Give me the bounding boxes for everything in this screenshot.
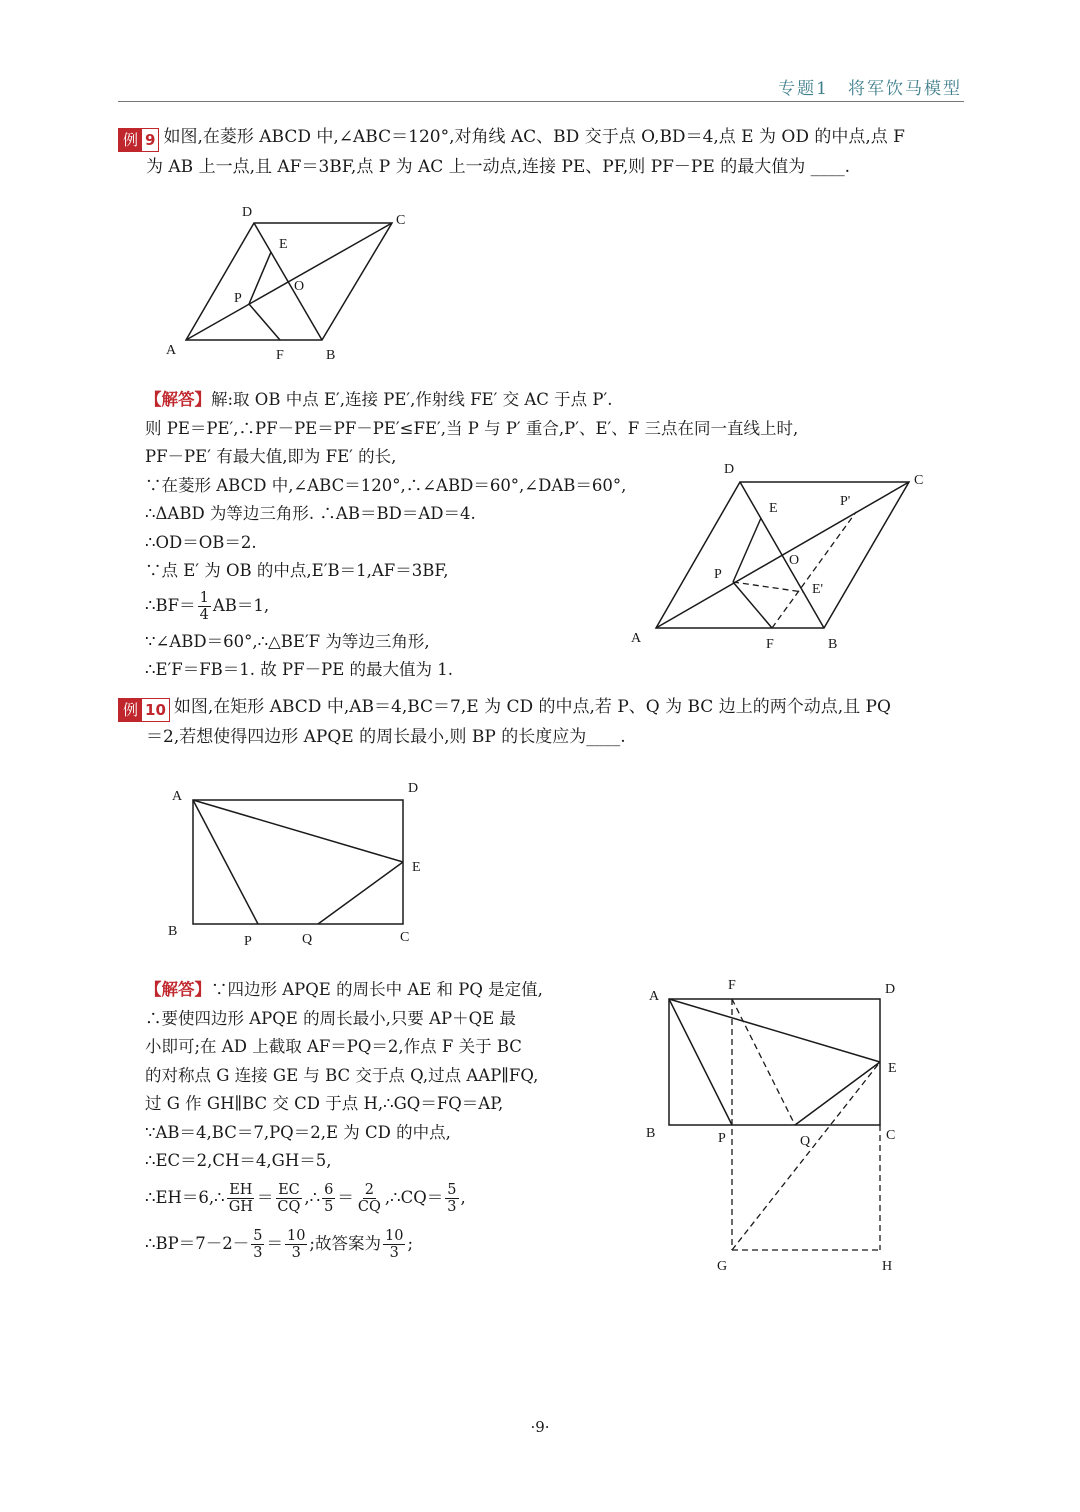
badge-label: 例 <box>119 129 142 151</box>
badge-number: 9 <box>142 129 158 151</box>
page-number: ·9· <box>530 1418 550 1436</box>
solution-line: ∴E′F＝FB＝1. 故 PF－PE 的最大值为 1. <box>145 660 453 679</box>
label-a: A <box>649 989 660 1004</box>
segment-ge <box>732 1062 880 1250</box>
frac-prefix: ∴BF＝ <box>145 596 196 616</box>
solution-line: ∴OD＝OB＝2. <box>145 532 257 552</box>
solution-line: 过 G 作 GH∥BC 交 CD 于点 H,∴GQ＝FQ＝AP, <box>145 1094 504 1113</box>
fraction: $\frac{10}{3}$ <box>286 1228 306 1261</box>
label-d: D <box>885 982 896 997</box>
label-c: C <box>886 1128 896 1143</box>
label-g: G <box>717 1259 728 1274</box>
label-h: H <box>882 1259 893 1274</box>
fraction: $\frac{2}{CQ}$ <box>357 1182 381 1215</box>
label-e: E <box>769 501 778 516</box>
header-rule <box>118 101 964 102</box>
question-text: 如图,在矩形 ABCD 中,AB＝4,BC＝7,E 为 CD 的中点,若 P、Q 为 BC 边上的两个动点,且 PQ <box>173 697 891 717</box>
label-c: C <box>396 213 406 228</box>
equation-line-1: ∴EH＝6,∴ $\frac{EH}{GH}$ ＝ $\frac{EC}{CQ}$ ,∴ $\frac{6}{5}$ ＝ $\frac{2}{CQ}$ ,∴CQ＝ $\frac{5}{3}$ , <box>145 1182 466 1215</box>
segment-ap <box>669 999 732 1125</box>
label-a: A <box>166 343 177 358</box>
example-9-line-2: 为 AB 上一点,且 AF＝3BF,点 P 为 AC 上一动点,连接 PE、PF,则 PF－PE 的最大值为 ____. <box>146 157 850 177</box>
fraction: $\frac{EH}{GH}$ <box>228 1182 253 1215</box>
solution-line: 小即可;在 AD 上截取 AF＝PQ＝2,作点 F 关于 BC <box>145 1037 522 1056</box>
solution-tag: 【解答】 <box>145 390 211 409</box>
label-p: P <box>244 934 252 949</box>
label-b: B <box>168 924 178 939</box>
rectangle-abcd <box>669 999 880 1125</box>
fraction: $\frac{5}{3}$ <box>447 1182 457 1215</box>
solution-line: ∵AB＝4,BC＝7,PQ＝2,E 为 CD 的中点, <box>145 1122 451 1142</box>
segment-ae <box>669 999 880 1062</box>
segment-fq <box>732 999 795 1125</box>
label-b: B <box>646 1126 656 1141</box>
example-10-badge <box>118 698 170 722</box>
label-f: F <box>276 348 284 363</box>
segment-ap <box>193 800 258 924</box>
label-q: Q <box>302 932 313 947</box>
fraction: $\frac{10}{3}$ <box>384 1228 404 1261</box>
diagonal-ac <box>186 223 392 340</box>
segment-ae <box>193 800 403 862</box>
solution-tag: 【解答】 <box>145 980 211 999</box>
label-f: F <box>728 978 736 993</box>
example-9-badge <box>118 128 159 152</box>
solution-line: ∴EC＝2,CH＝4,GH＝5, <box>145 1151 332 1170</box>
solution-line: 的对称点 G 连接 GE 与 BC 交于点 Q,过点 AAP∥FQ, <box>145 1065 539 1085</box>
label-a: A <box>172 789 183 804</box>
label-e: E <box>412 860 421 875</box>
label-a: A <box>631 631 642 646</box>
label-d: D <box>242 205 253 220</box>
solution-line: ∵在菱形 ABCD 中,∠ABC＝120°,∴∠ABD＝60°,∠DAB＝60°, <box>145 475 627 495</box>
diagonal-bd <box>254 223 322 340</box>
solution-line: ∵点 E′ 为 OB 的中点,E′B＝1,AF＝3BF, <box>145 561 449 580</box>
label-p-prime: P' <box>840 494 851 509</box>
fraction: $\frac{5}{3}$ <box>253 1228 263 1261</box>
label-e: E <box>279 237 288 252</box>
solution-line: 【解答】解:取 OB 中点 E′,连接 PE′,作射线 FE′ 交 AC 于点 P′. <box>145 390 613 409</box>
segment-qe <box>795 1062 880 1125</box>
label-e-prime: E' <box>812 582 824 597</box>
label-o: O <box>294 279 305 294</box>
example-9-line-1 <box>118 122 966 152</box>
label-b: B <box>828 637 838 652</box>
running-header: 专题1 将军饮马模型 <box>778 79 962 99</box>
example-10-solution <box>145 976 543 1268</box>
label-p: P <box>234 291 242 306</box>
label-d: D <box>724 462 735 477</box>
fraction: $\frac{1}{4}$ <box>199 590 209 623</box>
solution-line: ∴ΔABD 为等边三角形. ∴AB＝BD＝AD＝4. <box>145 504 476 523</box>
solution-line: 则 PE＝PE′,∴PF－PE＝PF－PE′≤FE′,当 P 与 P′ 重合,P′、E′、F 三点在同一直线上时, <box>145 418 799 438</box>
question-text: 如图,在菱形 ABCD 中,∠ABC＝120°,对角线 AC、BD 交于点 O,BD＝4,点 E 为 OD 的中点,点 F <box>163 127 905 147</box>
fraction: $\frac{6}{5}$ <box>324 1182 334 1215</box>
example-10-line-2: ＝2,若想使得四边形 APQE 的周长最小,则 BP 的长度应为____. <box>146 727 626 747</box>
label-e: E <box>888 1061 897 1076</box>
solution-line: ∵∠ABD＝60°,∴△BE′F 为等边三角形, <box>145 631 430 651</box>
label-c: C <box>914 473 924 488</box>
badge-label: 例 <box>119 699 142 721</box>
label-p: P <box>714 567 722 582</box>
fraction: $\frac{EC}{CQ}$ <box>277 1182 301 1215</box>
segment-pe <box>249 252 271 304</box>
label-b: B <box>326 348 336 363</box>
example-10-line-1 <box>118 692 966 722</box>
solution-fraction-line <box>145 586 798 628</box>
badge-number: 10 <box>142 699 169 721</box>
label-q: Q <box>800 1134 811 1149</box>
label-p: P <box>718 1131 726 1146</box>
rhombus-abcd <box>186 223 392 340</box>
label-o: O <box>789 553 800 568</box>
solution-line: ∴要使四边形 APQE 的周长最小,只要 AP＋QE 最 <box>145 1008 516 1028</box>
example-9-solution <box>145 386 798 685</box>
rectangle-abcd <box>193 800 403 924</box>
segment-qe <box>318 862 403 924</box>
example-10-question <box>118 692 966 752</box>
label-c: C <box>400 930 410 945</box>
frac-suffix: AB＝1, <box>212 596 270 616</box>
equation-line-2: ∴BP＝7－2－ $\frac{5}{3}$ ＝ $\frac{10}{3}$ ;故答案为 $\frac{10}{3}$ ; <box>145 1228 413 1261</box>
label-f: F <box>766 637 774 652</box>
solution-line: PF－PE′ 有最大值,即为 FE′ 的长, <box>145 447 397 466</box>
example-9-question <box>118 122 966 182</box>
solution-line: 【解答】∵四边形 APQE 的周长中 AE 和 PQ 是定值, <box>145 980 543 999</box>
label-d: D <box>408 781 419 796</box>
segment-pf <box>249 304 280 340</box>
